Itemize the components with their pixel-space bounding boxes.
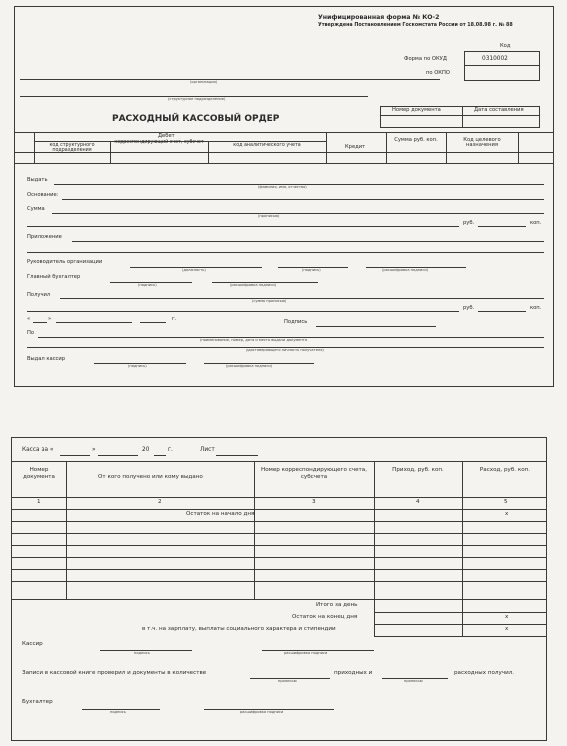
- salary-note: в т.ч. на зарплату, выплаты социального характера и стипендии: [142, 626, 336, 632]
- doc-name-caption: (наименование, номер, дата и место выдачи документа: [200, 338, 308, 342]
- ledger-row-2: [11, 521, 547, 522]
- col-purpose: Код целевого назначения: [463, 137, 501, 149]
- ledger-header-expense: Расход, руб. коп.: [479, 467, 531, 473]
- code-label: Код: [500, 43, 511, 49]
- poluchil-line-2: [27, 311, 459, 312]
- kop-line-2: [478, 311, 526, 312]
- date-quote-close: »: [48, 316, 52, 322]
- balance-start-x: х: [505, 511, 509, 517]
- kassa-za-label: Касса за «: [22, 447, 54, 453]
- rub-label: руб.: [463, 220, 475, 226]
- subdivision-caption: (структурное подразделение): [168, 97, 226, 101]
- ledger-header-account: Номер корреспондирующего счета, субсчета: [261, 467, 367, 481]
- okud-label: Форма по ОКУД: [404, 56, 447, 62]
- form-header-line2: Утверждена Постановлением Госкомстата России от 18.08.98 г. № 88: [318, 23, 513, 28]
- organization-caption: (организация): [190, 80, 218, 84]
- col-sum: Сумма руб. коп.: [394, 137, 438, 143]
- col-account: корреспондирующий счет, субсчет: [114, 140, 204, 145]
- ledger-row-4: [11, 545, 547, 546]
- okpo-label: по ОКПО: [426, 70, 450, 76]
- date-month-line: [56, 322, 132, 323]
- kop-line: [478, 226, 526, 227]
- rukovoditel-label: Руководитель организации: [27, 259, 103, 265]
- col-subdivision: код структурного подразделения: [49, 143, 95, 153]
- list-label: Лист: [200, 447, 215, 453]
- kassa-year-suffix: г.: [168, 447, 173, 453]
- glavbuh-signature-caption: (подпись): [138, 283, 157, 287]
- okud-value: 0310002: [482, 56, 508, 62]
- total-line-1: [374, 612, 547, 613]
- salary-x: х: [505, 626, 509, 632]
- sum-in-words-caption: (сумма прописью): [252, 299, 287, 303]
- kassa-day-line: [60, 455, 90, 456]
- ledger-row-1: [11, 509, 547, 510]
- ledger-col-3: [374, 461, 375, 600]
- ruk-position-caption: (должность): [182, 268, 206, 272]
- prilozhenie-line: [72, 241, 544, 242]
- ruk-decode-caption: (расшифровка подписи): [382, 268, 429, 272]
- buhgalter-label: Бухгалтер: [22, 699, 53, 705]
- kassir-decode-caption: (расшифровка подписи): [226, 364, 273, 368]
- organization-line: [20, 79, 440, 80]
- order-col-1: [34, 132, 35, 164]
- prilozhenie-label: Приложение: [27, 234, 62, 240]
- poluchil-label: Получил: [27, 292, 51, 298]
- ledger-kassir-sign-caption: подпись: [134, 651, 150, 655]
- vydal-kassir-label: Выдал кассир: [27, 356, 66, 362]
- ledger-row-3: [11, 533, 547, 534]
- col-number-4: 4: [416, 499, 420, 505]
- doc-meta-divider: [462, 106, 463, 128]
- date-day-line: [33, 322, 47, 323]
- document-title: РАСХОДНЫЙ КАССОВЫЙ ОРДЕР: [112, 114, 280, 124]
- date-quote-open: «: [27, 316, 31, 322]
- list-line: [216, 455, 258, 456]
- ledger-col-1: [66, 461, 67, 600]
- balance-end-label: Остаток на конец дня: [292, 614, 358, 620]
- kassa-year-line: [154, 455, 166, 456]
- balance-end-x: х: [505, 614, 509, 620]
- order-col-2: [110, 141, 111, 164]
- glavbuh-label: Главный бухгалтер: [27, 274, 81, 280]
- poluchil-line: [60, 298, 544, 299]
- doc-date-label: Дата составления: [474, 107, 524, 113]
- vydat-label: Выдать: [27, 177, 48, 183]
- total-line-2: [374, 624, 547, 625]
- ledger-header-from: От кого получено или кому выдано: [98, 474, 203, 480]
- ledger-table: [11, 461, 547, 600]
- check-count-caption-2: прописью: [404, 679, 423, 683]
- osnovanie-line: [62, 199, 544, 200]
- order-col-3: [208, 141, 209, 164]
- ruk-signature-caption: (подпись): [302, 268, 321, 272]
- col-number-1: 1: [37, 499, 41, 505]
- totals-col-3: [374, 600, 375, 636]
- summa-line: [52, 213, 544, 214]
- check-text: Записи в кассовой книге проверил и документы в количестве: [22, 670, 207, 676]
- col-number-5: 5: [504, 499, 508, 505]
- form-header-line1: Унифицированная форма № КО-2: [318, 14, 440, 21]
- podpis-line: [316, 326, 436, 327]
- kop-label-2: коп.: [530, 305, 542, 311]
- col-number-2: 2: [158, 499, 162, 505]
- order-col-4: [326, 132, 327, 164]
- total-line-3: [374, 636, 547, 637]
- ledger-row-5: [11, 557, 547, 558]
- col-analytic: код аналитического учета: [233, 143, 301, 148]
- podpis-label: Подпись: [284, 319, 308, 325]
- kassa-quote-close: »: [92, 447, 96, 453]
- id-doc-caption: удостоверяющего личность получателя): [246, 348, 324, 352]
- ledger-header-num: Номер документа: [23, 467, 55, 481]
- in-words-caption: (прописью): [258, 214, 280, 218]
- total-day-label: Итого за день: [316, 602, 358, 608]
- glavbuh-decode-caption: (расшифровка подписи): [230, 283, 277, 287]
- osnovanie-label: Основание:: [27, 192, 59, 198]
- order-col-7: [518, 132, 519, 164]
- ledger-row-7: [11, 581, 547, 582]
- date-year-line: [140, 322, 166, 323]
- col-credit: Кредит: [345, 144, 366, 150]
- ledger-col-2: [254, 461, 255, 600]
- codes-divider: [464, 65, 540, 66]
- ledger-col-4: [462, 461, 463, 600]
- rub-label-2: руб.: [463, 305, 475, 311]
- po-label: По: [27, 330, 35, 336]
- buhgalter-sign-caption: подпись: [110, 710, 126, 714]
- kassa-month-line: [98, 455, 138, 456]
- buhgalter-decode-caption: расшифровка подписи: [240, 710, 284, 714]
- prilozhenie-line-2: [27, 252, 544, 253]
- col-number-3: 3: [312, 499, 316, 505]
- order-col-5: [386, 132, 387, 164]
- order-col-6: [446, 132, 447, 164]
- doc-number-label: Номер документа: [392, 107, 441, 113]
- summa-label: Сумма: [27, 206, 45, 212]
- ledger-row-6: [11, 569, 547, 570]
- date-year-label: г.: [172, 316, 177, 322]
- kassa-year-prefix: 20: [142, 447, 150, 453]
- ledger-header-line: [11, 497, 547, 498]
- totals-col-4: [462, 600, 463, 636]
- kop-label: коп.: [530, 220, 542, 226]
- kassir-label: Кассир: [22, 641, 43, 647]
- summa-line-2: [27, 226, 459, 227]
- kassir-signature-caption: (подпись): [128, 364, 147, 368]
- balance-start-label: Остаток на начало дня: [186, 511, 255, 517]
- debit-header: Дебет: [158, 133, 175, 139]
- check-count-caption: прописью: [278, 679, 297, 683]
- fio-caption: (фамилия, имя, отчество): [258, 185, 307, 189]
- prihodnyh-label: приходных и: [334, 670, 373, 676]
- ledger-kassir-decode-caption: расшифровка подписи: [284, 651, 328, 655]
- ledger-header-income: Приход, руб. коп.: [392, 467, 444, 473]
- doc-meta-hline: [380, 115, 540, 116]
- rashodnyh-label: расходных получил.: [454, 670, 515, 676]
